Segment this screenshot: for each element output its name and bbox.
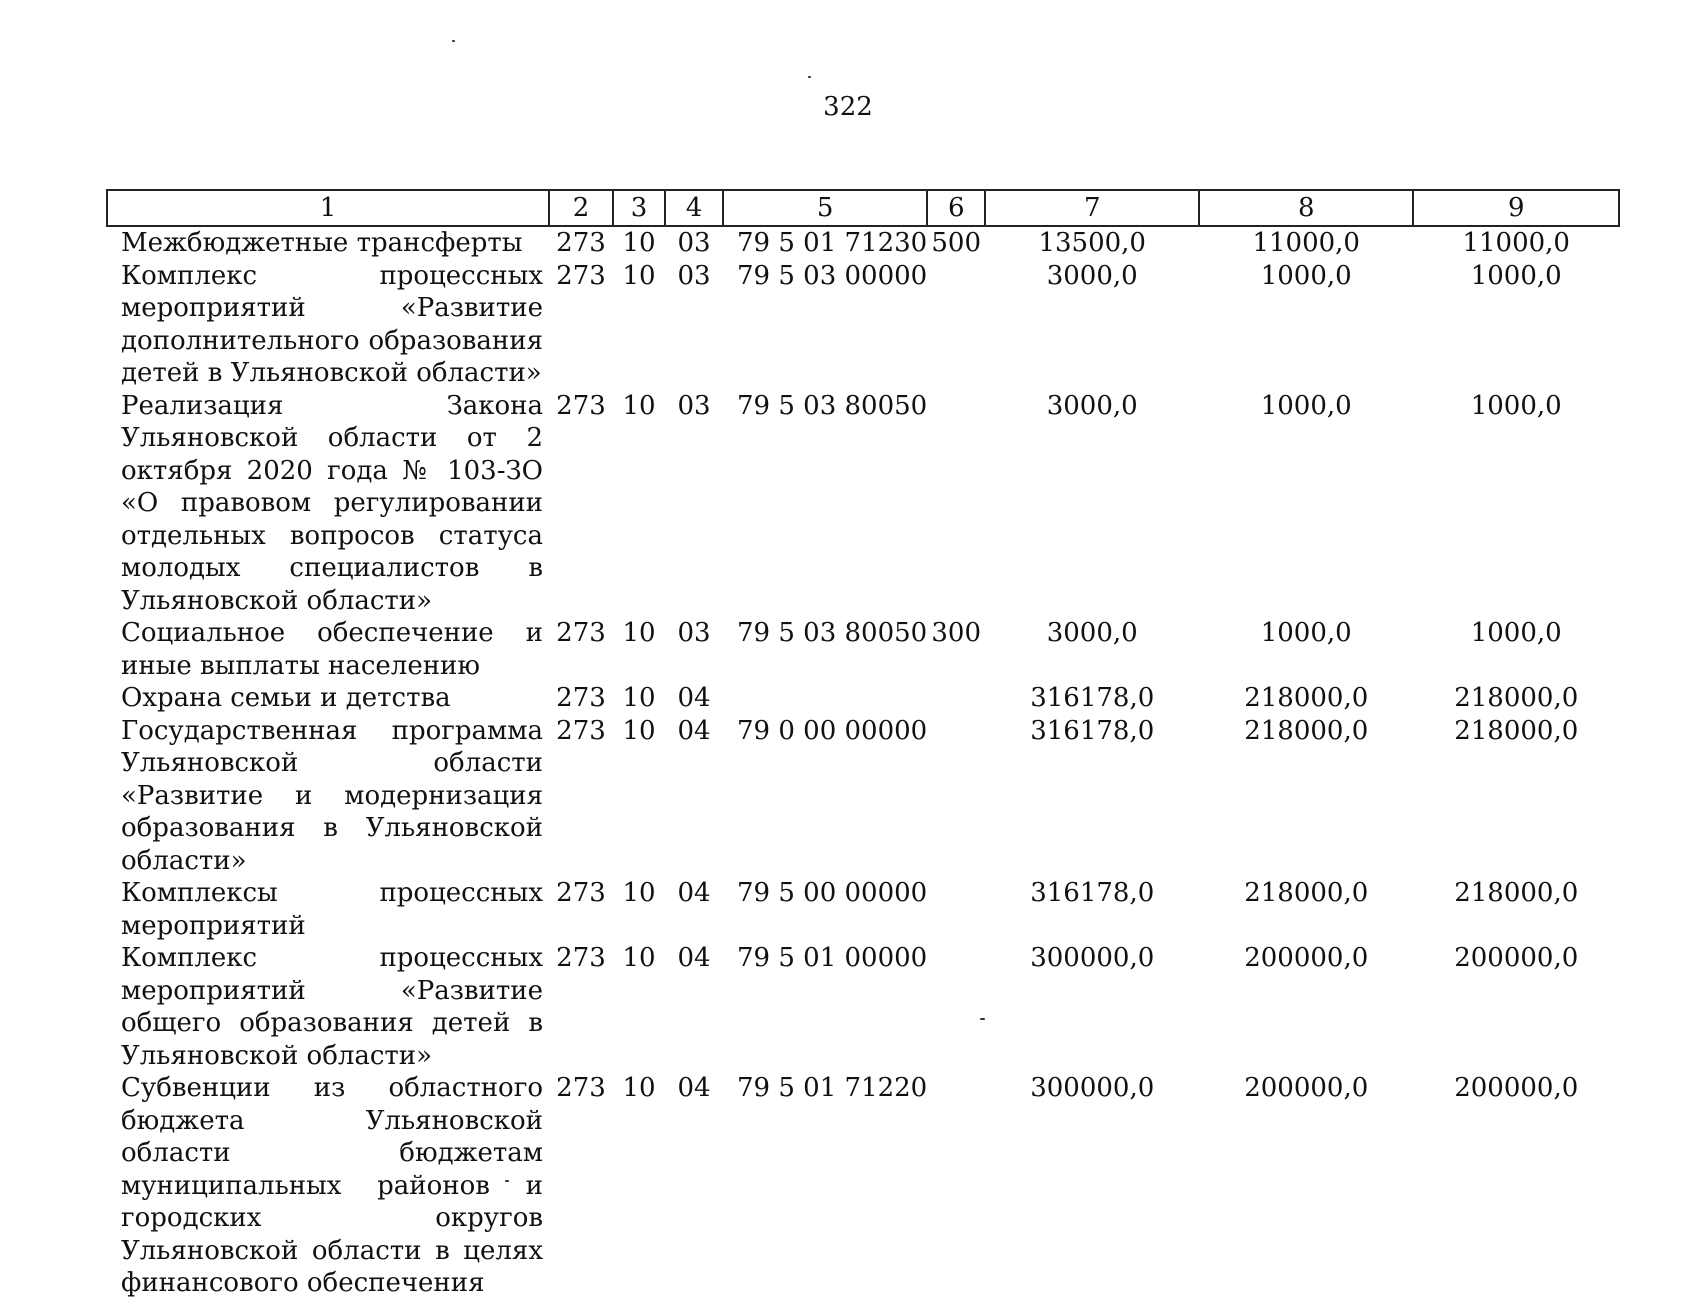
cell-col9: 218000,0 xyxy=(1454,683,1579,713)
cell-col4: 03 xyxy=(677,228,711,258)
cell-col2: 273 xyxy=(556,943,606,973)
cell-col9: 218000,0 xyxy=(1454,878,1579,908)
cell-col5: 79 5 03 80050 xyxy=(737,390,928,421)
column-header: 9 xyxy=(1413,190,1619,226)
cell-col6 xyxy=(927,942,985,1072)
cell-col4: 03 xyxy=(677,618,711,648)
cell-col2: 273 xyxy=(556,683,606,713)
cell-col3: 10 xyxy=(622,683,656,713)
cell-col7: 316178,0 xyxy=(1030,715,1155,746)
column-header: 3 xyxy=(613,190,665,226)
page-number: 322 xyxy=(823,92,873,122)
cell-col5: 79 5 01 71220 xyxy=(737,1073,928,1103)
row-name: Комплекс процессных мероприятий «Развитие общего образования детей в Ульяновской области» xyxy=(121,943,543,1071)
cell-col5: 79 5 01 71230 xyxy=(737,228,928,258)
cell-col4: 04 xyxy=(677,715,711,746)
cell-col6: 300 xyxy=(931,618,982,648)
cell-col7: 300000,0 xyxy=(1030,943,1155,973)
cell-col9: 200000,0 xyxy=(1454,943,1579,973)
column-header: 1 xyxy=(107,190,549,226)
row-name: Субвенции из областного бюджета Ульяновской области бюджетам муниципальных районов и городских округов Ульяновской области в целях финансового обеспечения xyxy=(121,1073,543,1298)
cell-col6 xyxy=(927,260,985,390)
table-header-row xyxy=(107,190,1619,226)
column-header: 2 xyxy=(549,190,613,226)
column-header: 4 xyxy=(665,190,723,226)
cell-col2: 273 xyxy=(556,260,606,291)
cell-col8: 218000,0 xyxy=(1244,683,1369,713)
cell-col8: 200000,0 xyxy=(1244,1073,1369,1103)
cell-col5 xyxy=(723,682,927,715)
cell-col2: 273 xyxy=(556,715,606,746)
scan-speck xyxy=(452,40,455,42)
table-row xyxy=(107,260,1619,390)
cell-col9: 200000,0 xyxy=(1454,1073,1579,1103)
cell-col2: 273 xyxy=(556,390,606,421)
cell-col9: 1000,0 xyxy=(1470,618,1562,648)
row-name: Комплексы процессных мероприятий xyxy=(121,878,543,941)
column-header: 6 xyxy=(927,190,985,226)
row-name: Межбюджетные трансферты xyxy=(121,228,523,258)
cell-col4: 03 xyxy=(677,390,711,421)
cell-col2: 273 xyxy=(556,228,606,258)
scan-speck xyxy=(808,76,811,78)
cell-col8: 11000,0 xyxy=(1252,228,1360,258)
cell-col5: 79 5 03 00000 xyxy=(737,260,928,291)
cell-col6 xyxy=(927,715,985,878)
cell-col9: 1000,0 xyxy=(1470,260,1562,291)
cell-col3: 10 xyxy=(622,618,656,648)
cell-col2: 273 xyxy=(556,878,606,908)
cell-col5: 79 5 00 00000 xyxy=(737,878,928,908)
cell-col3: 10 xyxy=(622,878,656,908)
cell-col8: 200000,0 xyxy=(1244,943,1369,973)
cell-col9: 218000,0 xyxy=(1454,715,1579,746)
cell-col3: 10 xyxy=(622,1073,656,1103)
cell-col6 xyxy=(927,390,985,618)
row-name: Охрана семьи и детства xyxy=(121,683,451,713)
table-row xyxy=(107,390,1619,618)
budget-table xyxy=(106,189,1620,1300)
cell-col9: 11000,0 xyxy=(1462,228,1570,258)
table-row xyxy=(107,226,1619,260)
cell-col8: 1000,0 xyxy=(1260,260,1352,291)
cell-col3: 10 xyxy=(622,943,656,973)
table-row xyxy=(107,682,1619,715)
cell-col6 xyxy=(927,877,985,942)
cell-col7: 13500,0 xyxy=(1038,228,1146,258)
cell-col4: 04 xyxy=(677,943,711,973)
cell-col3: 10 xyxy=(622,228,656,258)
cell-col2: 273 xyxy=(556,1073,606,1103)
cell-col9: 1000,0 xyxy=(1470,390,1562,421)
cell-col8: 1000,0 xyxy=(1260,618,1352,648)
column-header: 8 xyxy=(1199,190,1413,226)
cell-col5: 79 0 00 00000 xyxy=(737,715,928,746)
cell-col7: 3000,0 xyxy=(1046,618,1138,648)
table-row xyxy=(107,617,1619,682)
cell-col3: 10 xyxy=(622,260,656,291)
table-row xyxy=(107,1072,1619,1300)
row-name: Социальное обеспечение и иные выплаты населению xyxy=(121,618,543,681)
row-name: Комплекс процессных мероприятий «Развитие дополнительного образования детей в Ульяновской области» xyxy=(121,260,543,388)
cell-col6 xyxy=(927,1072,985,1300)
cell-col7: 316178,0 xyxy=(1030,683,1155,713)
cell-col4: 04 xyxy=(677,1073,711,1103)
cell-col4: 04 xyxy=(677,683,711,713)
table-row xyxy=(107,942,1619,1072)
row-name: Реализация Закона Ульяновской области от 2 октября 2020 года № 103-ЗО «О правовом регулировании отдельных вопросов статуса молодых специалистов в Ульяновской области» xyxy=(121,390,543,616)
column-header: 5 xyxy=(723,190,927,226)
cell-col4: 04 xyxy=(677,878,711,908)
cell-col7: 3000,0 xyxy=(1046,260,1138,291)
cell-col8: 218000,0 xyxy=(1244,878,1369,908)
cell-col5: 79 5 03 80050 xyxy=(737,618,928,648)
cell-col4: 03 xyxy=(677,260,711,291)
cell-col3: 10 xyxy=(622,390,656,421)
cell-col7: 3000,0 xyxy=(1046,390,1138,421)
row-name: Государственная программа Ульяновской области «Развитие и модернизация образования в Ульяновской области» xyxy=(121,715,543,876)
table-row xyxy=(107,715,1619,878)
table-row xyxy=(107,877,1619,942)
cell-col2: 273 xyxy=(556,618,606,648)
cell-col7: 300000,0 xyxy=(1030,1073,1155,1103)
cell-col8: 1000,0 xyxy=(1260,390,1352,421)
cell-col6: 500 xyxy=(931,228,982,258)
cell-col6 xyxy=(927,682,985,715)
cell-col7: 316178,0 xyxy=(1030,878,1155,908)
cell-col8: 218000,0 xyxy=(1244,715,1369,746)
cell-col3: 10 xyxy=(622,715,656,746)
cell-col5: 79 5 01 00000 xyxy=(737,943,928,973)
column-header: 7 xyxy=(985,190,1199,226)
